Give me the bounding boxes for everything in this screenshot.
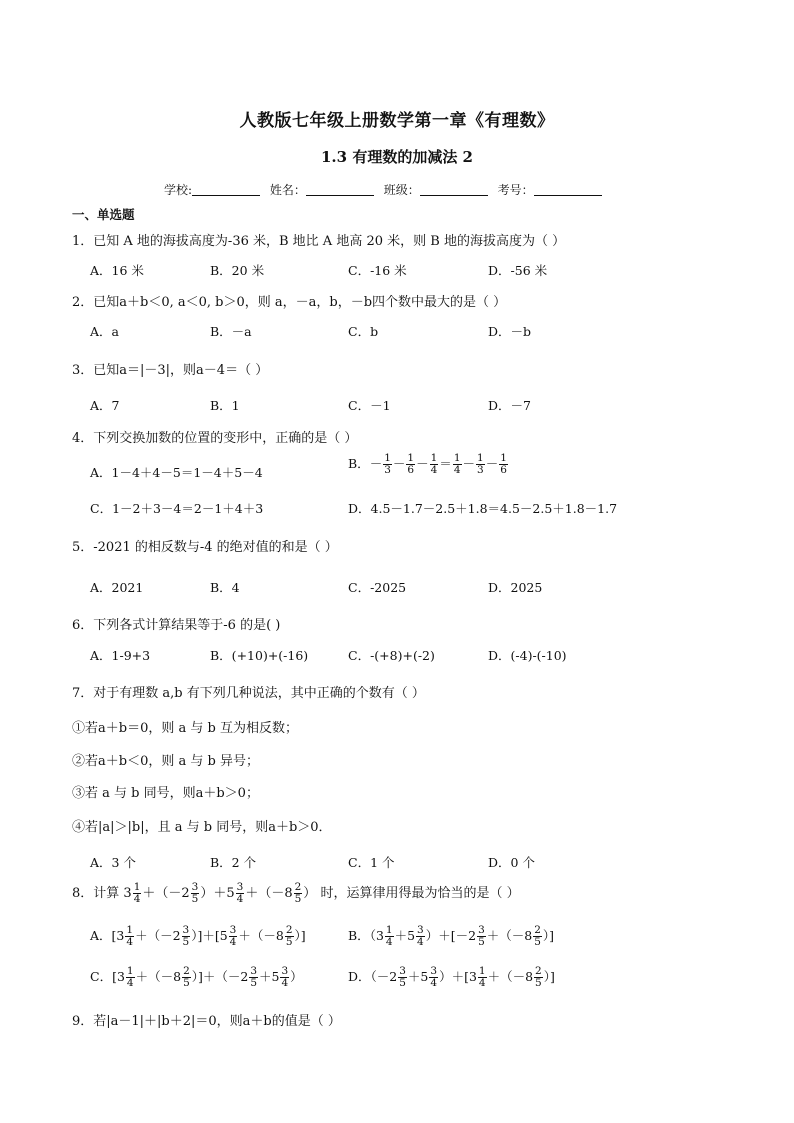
q6-option-d: D．(-4)-(-10)	[488, 648, 567, 663]
class-blank	[420, 183, 488, 196]
school-blank	[192, 183, 260, 196]
q1-option-d: D．-56 米	[488, 263, 548, 278]
q2-option-a: A．a	[90, 324, 119, 339]
document-title: 人教版七年级上册数学第一章《有理数》	[239, 111, 555, 131]
q4-option-c: C．1－2＋3－4＝2－1＋4＋3	[90, 501, 264, 516]
q7-statement-3: ③若 a 与 b 同号，则a＋b＞0；	[72, 786, 259, 801]
q8-option-c-label: C．	[90, 969, 113, 984]
q8-option-a	[90, 925, 306, 948]
q8-stem-prefix: 8．计算	[72, 886, 120, 901]
q7-option-a: A．3 个	[90, 855, 136, 870]
q4-option-b-expression: － $\frac{1}{3}$ － $\frac{1}{6}$ － $\frac{1}{4}$ ＝ $\frac{1}{4}$ － $\frac{1}{3}$ － $\frac{1}{6}$	[369, 452, 507, 476]
question-6-stem: 6．下列各式计算结果等于-6 的是( )	[72, 618, 281, 633]
question-5-stem: 5．-2021 的相反数与-4 的绝对值的和是（ ）	[72, 540, 338, 555]
q6-option-a: A．1-9+3	[90, 648, 151, 663]
question-8-stem	[72, 882, 520, 905]
q7-statement-2: ②若a＋b＜0，则 a 与 b 异号；	[72, 754, 259, 769]
q4-option-a: A．1－4＋4－5＝1－4＋5－4	[90, 465, 263, 480]
document-subtitle: 1.3 有理数的加减法 2	[321, 148, 473, 166]
q3-option-a: A．7	[90, 398, 120, 413]
q8-option-b-label: B．	[348, 928, 370, 943]
q6-option-c: C．-(+8)+(-2)	[348, 648, 435, 663]
q3-option-c: C．－1	[348, 398, 391, 413]
q7-statement-4: ④若|a|＞|b|，且 a 与 b 同号，则a＋b＞0．	[72, 820, 332, 835]
question-3-stem: 3．已知a＝|－3|，则a－4＝（ ）	[72, 363, 269, 378]
q8-option-b	[348, 925, 554, 948]
student-info-row	[164, 181, 608, 198]
q8-option-b-expression: （3 $\frac{1}{4}$ ＋5 $\frac{3}{4}$ ）＋[－2 $\frac{3}{5}$ ＋（－8 $\frac{2}{5}$ ）]	[369, 924, 555, 948]
q1-option-c: C．-16 米	[348, 263, 407, 278]
class-label: 班级：	[383, 183, 420, 197]
q6-option-b: B．(+10)+(-16)	[210, 648, 309, 663]
q8-option-d-expression: （－2 $\frac{3}{5}$ ＋5 $\frac{3}{4}$ ）＋[3 $\frac{1}{4}$ ＋（－8 $\frac{2}{5}$ ）]	[370, 965, 555, 989]
q5-option-a: A．2021	[90, 580, 144, 595]
school-label: 学校:	[164, 183, 193, 197]
number-label: 考号：	[497, 183, 534, 197]
q8-expression: 3 $\frac{1}{4}$ ＋（－2 $\frac{3}{5}$ ）＋5 $\frac{3}{4}$ ＋（－8 $\frac{2}{5}$ ）	[123, 881, 317, 905]
section-title: 一、单选题	[72, 207, 135, 222]
name-label: 姓名：	[269, 183, 306, 197]
q8-option-a-label: A．	[90, 928, 112, 943]
q7-option-b: B．2 个	[210, 855, 257, 870]
question-4-stem: 4．下列交换加数的位置的变形中，正确的是（ ）	[72, 431, 358, 446]
q7-option-d: D．0 个	[488, 855, 535, 870]
q7-option-c: C．1 个	[348, 855, 395, 870]
q5-option-d: D．2025	[488, 580, 543, 595]
q3-option-b: B．1	[210, 398, 240, 413]
q3-option-d: D．－7	[488, 398, 531, 413]
q8-stem-suffix: 时，运算律用得最为恰当的是（ ）	[320, 886, 520, 901]
name-blank	[306, 183, 374, 196]
question-9-stem: 9．若|a－1|＋|b＋2|＝0，则a＋b的值是（ ）	[72, 1014, 341, 1029]
q5-option-c: C．-2025	[348, 580, 407, 595]
q8-option-c	[90, 966, 303, 989]
q1-option-a: A．16 米	[90, 263, 144, 278]
q4-option-d: D．4.5－1.7－2.5＋1.8＝4.5－2.5＋1.8－1.7	[348, 501, 618, 516]
q8-option-a-expression: [3 $\frac{1}{4}$ ＋（－2 $\frac{3}{5}$ ）]＋[5 $\frac{3}{4}$ ＋（－8 $\frac{2}{5}$ ）]	[111, 924, 306, 948]
q8-option-c-expression: [3 $\frac{1}{4}$ ＋（－8 $\frac{2}{5}$ ）]＋（－2 $\frac{3}{5}$ ＋5 $\frac{3}{4}$ ）	[112, 965, 303, 989]
q8-option-d-label: D．	[348, 969, 371, 984]
question-1-stem: 1．已知 A 地的海拔高度为-36 米，B 地比 A 地高 20 米，则 B 地的海拔高度为（ ）	[72, 234, 566, 249]
q2-option-b: B．－a	[210, 324, 252, 339]
q2-option-c: C．b	[348, 324, 379, 339]
q2-option-d: D．－b	[488, 324, 532, 339]
q7-statement-1: ①若a＋b＝0，则 a 与 b 互为相反数；	[72, 721, 298, 736]
question-7-stem: 7．对于有理数 a,b 有下列几种说法，其中正确的个数有（ ）	[72, 686, 425, 701]
q8-option-d	[348, 966, 555, 989]
q4-option-b	[348, 453, 509, 476]
q4-option-b-label: B．	[348, 456, 370, 471]
question-2-stem: 2．已知a＋b＜0, a＜0, b＞0，则 a，－a，b，－b四个数中最大的是（ ）	[72, 295, 507, 310]
q5-option-b: B．4	[210, 580, 240, 595]
number-blank	[534, 183, 602, 196]
q1-option-b: B．20 米	[210, 263, 265, 278]
